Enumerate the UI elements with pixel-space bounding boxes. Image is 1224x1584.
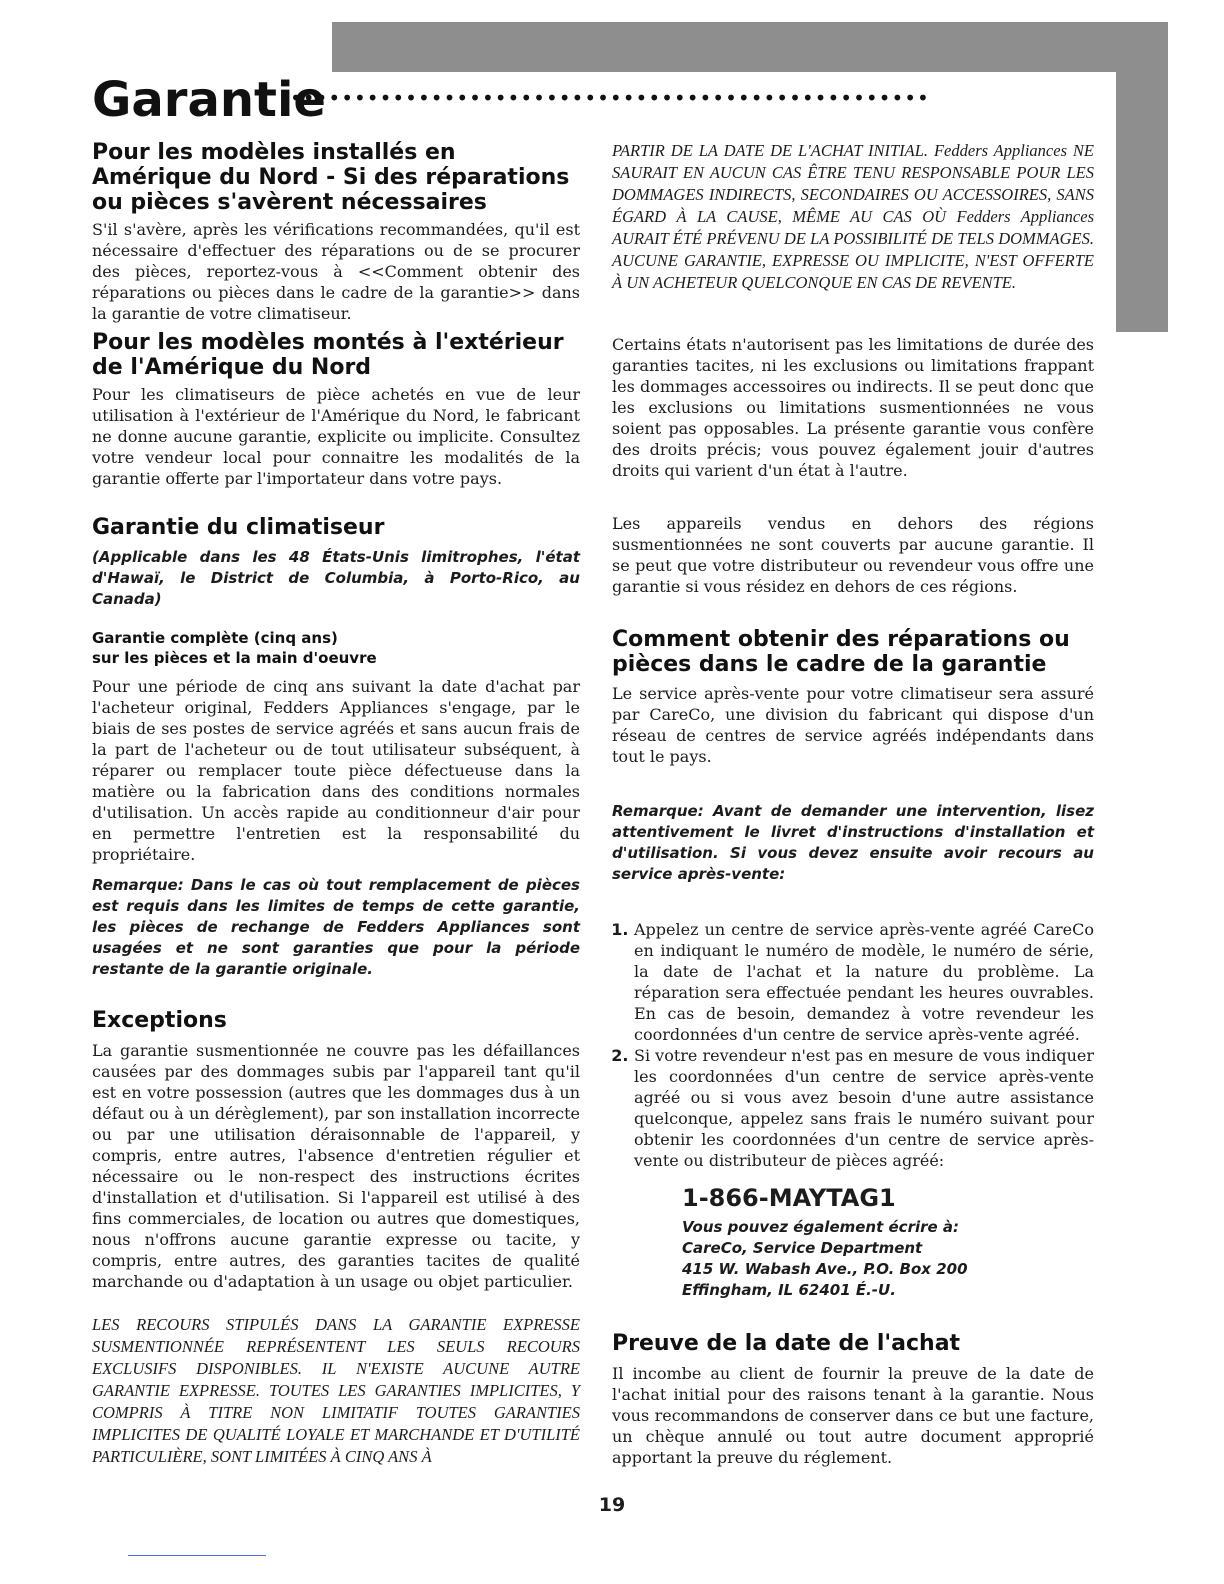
write-line: Vous pouvez également écrire à:: [682, 1218, 960, 1236]
exceptions-heading: Exceptions: [92, 1008, 227, 1033]
address-line-2: 415 W. Wabash Ave., P.O. Box 200: [682, 1260, 968, 1278]
right-column: [612, 140, 1094, 1468]
full-warranty-text: Pour une période de cinq ans suivant la date d'achat par l'acheteur original, Fedders Appliances s'engage, par le biais de ses postes de service agréés et sans aucun frais de la part de l'acheteur ou de tout utilisateur subséquent, à réparer ou remplacer toute pièce défectueuse dans la matière ou la fabrication dans des conditions normales d'utilisation. Un accès rapide au conditionneur d'air pour en permettre l'entretien est la responsabilité du propriétaire.: [92, 677, 580, 864]
phone-number: 1-866-MAYTAG1: [682, 1184, 896, 1212]
full-warranty-title: [92, 628, 580, 668]
title-dot-leader: ••••••••••••••••••••••••••••••••••••••••••••••••••: [290, 86, 930, 110]
proof-heading: Preuve de la date de l'achat: [612, 1331, 961, 1356]
service-heading: Comment obtenir des réparations ou pièces dans le cadre de la garantie: [612, 627, 1070, 677]
service-remark: Remarque: Avant de demander une intervention, lisez attentivement le livret d'instructions d'installation et d'utilisation. Si vous devez ensuite avoir recours au service après-vente:: [612, 802, 1094, 883]
na-text: S'il s'avère, après les vérifications recommandées, qu'il est nécessaire d'effectuer des réparations ou de se procurer des pièces, reportez-vous à <<Comment obtenir des réparations ou pièces dans le cadre de la garantie>> dans la garantie de votre climatiseur.: [92, 220, 580, 323]
service-text: Le service après-vente pour votre climatiseur sera assuré par CareCo, une division du fabricant qui dispose d'un réseau de centres de service agréés indépendants dans tout le pays.: [612, 684, 1094, 766]
full-warranty-line1: Garantie complète (cinq ans): [92, 629, 338, 647]
side-tab: [1116, 22, 1168, 332]
footer-rule: [128, 1555, 266, 1556]
outside-text: Pour les climatiseurs de pièce achetés en vue de leur utilisation à l'extérieur de l'Amérique du Nord, le fabricant ne donne aucune garantie, explicite ou implicite. Consultez votre vendeur local pour connaitre les modalités de la garantie offerte par l'importateur dans votre pays.: [92, 385, 580, 488]
regions-text: Les appareils vendus en dehors des régions susmentionnées ne sont couverts par aucune garantie. Il se peut que votre distributeur ou revendeur vous offre une garantie si vous résidez en dehors de ces régions.: [612, 514, 1094, 596]
caps-continued: PARTIR DE LA DATE DE L'ACHAT INITIAL. Fedders Appliances NE SAURAIT EN AUCUN CAS ÊTRE TENU RESPONSABLE POUR LES DOMMAGES INDIRECTS, SECONDAIRES OU ACCESSOIRES, SANS ÉGARD À LA CAUSE, MÊME AU CAS OÙ Fedders Appliances AURAIT ÉTÉ PRÉVENU DE LA POSSIBILITÉ DE TELS DOMMAGES. AUCUNE GARANTIE, EXPRESSE OU IMPLICITE, N'EST OFFERTE À UN ACHETEUR QUELCONQUE EN CAS DE REVENTE.: [612, 141, 1094, 292]
warranty-heading: Garantie du climatiseur: [92, 515, 385, 540]
service-steps: [612, 919, 1094, 1171]
proof-text: Il incombe au client de fournir la preuve de la date de l'achat initial pour des raisons tenant à la garantie. Nous vous recommandons de conserver dans ce but une facture, un chèque annulé ou tout autre document approprié apportant la preuve du réglement.: [612, 1364, 1094, 1467]
address-line-3: Effingham, IL 62401 É.-U.: [682, 1281, 896, 1299]
step-item: 1. Appelez un centre de service après-vente agréé CareCo en indiquant le numéro de modèle, le numéro de série, la date de l'achat et la nature du problème. La réparation sera effectuée pendant les heures ouvrables. En cas de besoin, demandez à votre revendeur les coordonnées d'un centre de service après-vente agréé.: [634, 919, 1094, 1045]
exceptions-text: La garantie susmentionnée ne couvre pas les défaillances causées par des dommages subis par l'appareil tant qu'il est en votre possession (autres que les dommages dus à un défaut ou à un dérèglement), par son installation incorrecte ou par une utilisation déraisonnable de l'appareil, y compris, entre autres, l'absence d'entretien régulier et nécessaire ou le non-respect des instructions écrites d'installation et d'utilisation. Si l'appareil est utilisé à des fins commerciales, de location ou autres que domestiques, nous n'offrons aucune garantie expresse ou tacite, y compris, entre autres, des garanties tacites de qualité marchande ou d'adaptation à un usage ou objet particulier.: [92, 1041, 580, 1291]
states-text: Certains états n'autorisent pas les limitations de durée des garanties tacites, ni les exclusions ou limitations frappant les dommages accessoires ou indirects. Il se peut donc que les exclusions ou limitations susmentionnées ne vous soient pas opposables. La présente garantie vous confère des droits précis; vous pouvez également jouir d'autres droits qui varient d'un état à l'autre.: [612, 335, 1094, 480]
full-warranty-line2: sur les pièces et la main d'oeuvre: [92, 649, 377, 667]
na-heading: Pour les modèles installés en Amérique du Nord - Si des réparations ou pièces s'avèrent nécessaires: [92, 140, 570, 215]
step-item: 2. Si votre revendeur n'est pas en mesure de vous indiquer les coordonnées d'un centre de service après-vente agréé ou si vous avez besoin d'une autre assistance quelconque, appelez sans frais le numéro suivant pour obtenir les coordonnées d'un centre de service après-vente ou distributeur de pièces agréé:: [634, 1045, 1094, 1171]
remark: Remarque: Dans le cas où tout remplacement de pièces est requis dans les limites de temps de cette garantie, les pièces de rechange de Fedders Appliances sont usagées et ne sont garanties que pour la période restante de la garantie originale.: [92, 876, 580, 978]
outside-heading: Pour les modèles montés à l'extérieur de l'Amérique du Nord: [92, 330, 564, 380]
page-title: Garantie: [92, 72, 326, 128]
warranty-applicable: (Applicable dans les 48 États-Unis limitrophes, l'état d'Hawaï, le District de Columbia, à Porto-Rico, au Canada): [92, 548, 580, 608]
left-column: [92, 140, 580, 1468]
page-number: 19: [598, 1494, 626, 1516]
caps-text: LES RECOURS STIPULÉS DANS LA GARANTIE EXPRESSE SUSMENTIONNÉE REPRÉSENTENT LES SEULS RECOURS EXCLUSIFS DISPONIBLES. IL N'EXISTE AUCUNE AUTRE GARANTIE EXPRESSE. TOUTES LES GARANTIES IMPLICITES, Y COMPRIS À TITRE NON LIMITATIF TOUTES GARANTIES IMPLICITES DE QUALITÉ LOYALE ET MARCHANDE ET D'UTILITÉ PARTICULIÈRE, SONT LIMITÉES À CINQ ANS À: [92, 1315, 580, 1466]
address-line-1: CareCo, Service Department: [682, 1239, 923, 1257]
header-band: [332, 22, 1168, 72]
